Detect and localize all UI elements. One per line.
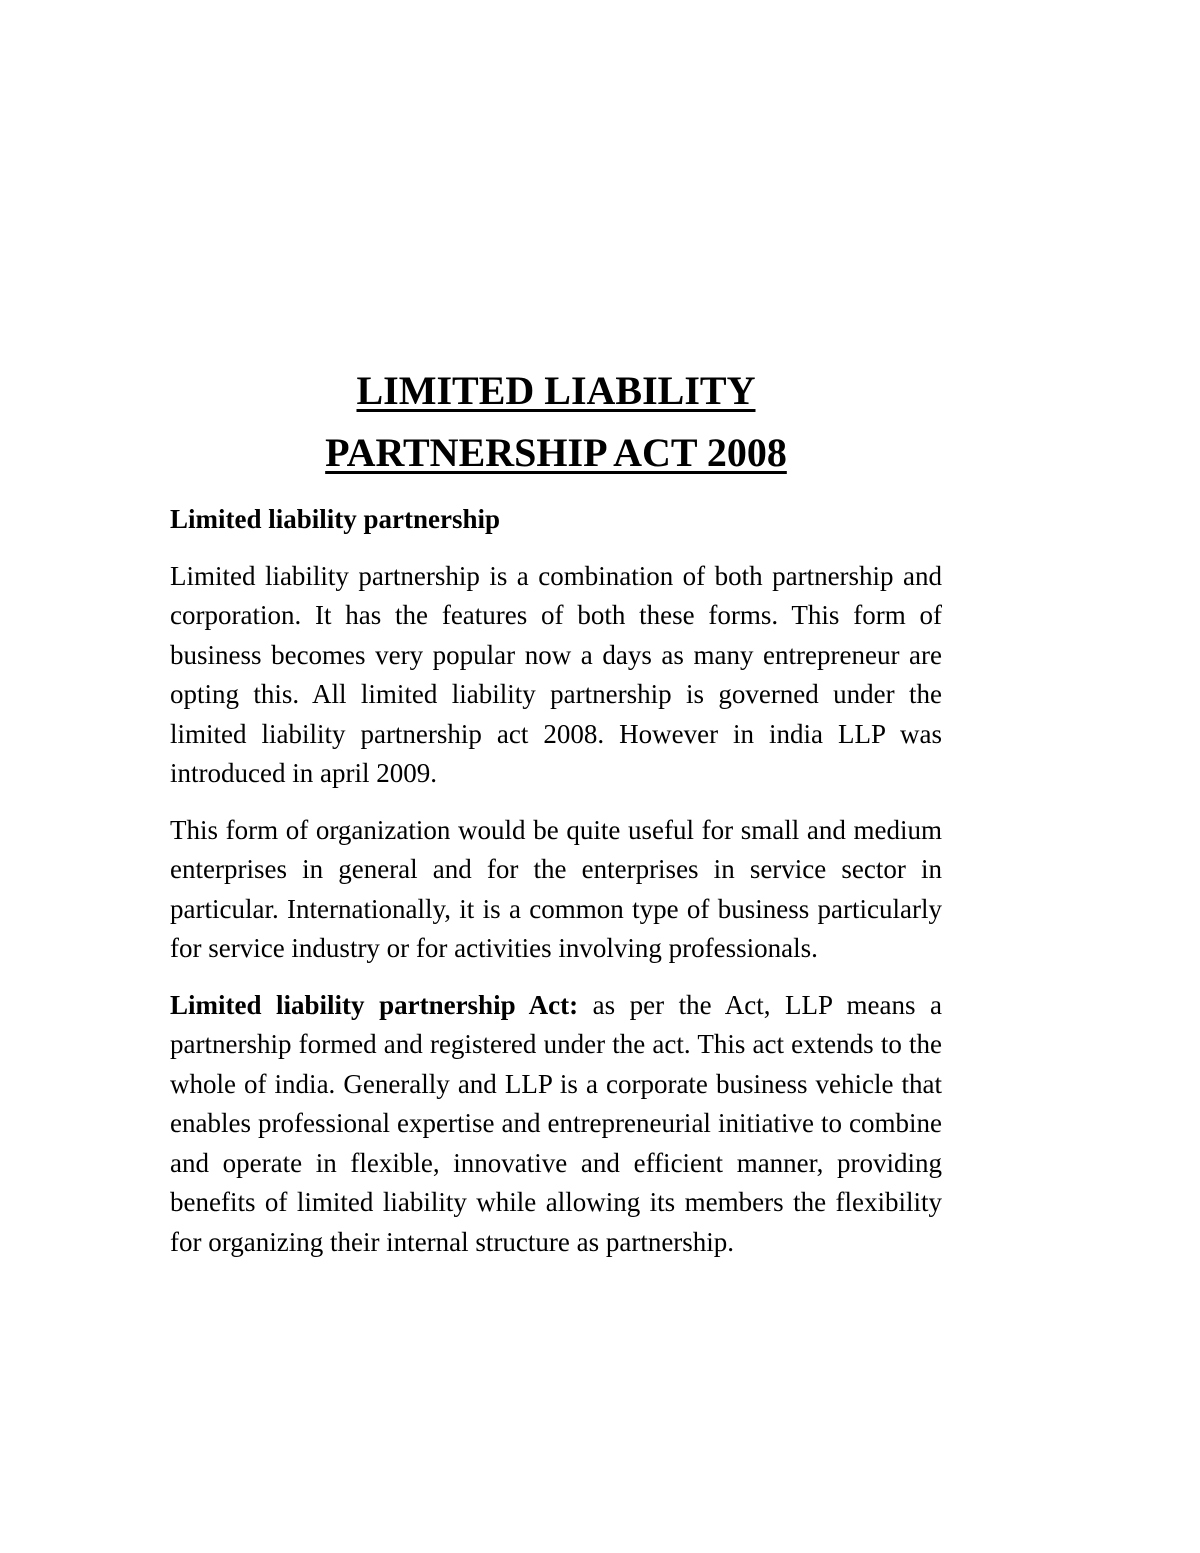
paragraph-3 xyxy=(170,986,942,1263)
paragraph-1: Limited liability partnership is a combination of both partnership and corporation. It has the features of both these forms. This form of business becomes very popular now a days as many entrepreneur are opting this. All limited liability partnership is governed under the limited liability partnership act 2008. However in india LLP was introduced in april 2009. xyxy=(170,560,942,788)
title-line-1: LIMITED LIABILITY xyxy=(356,368,756,413)
paragraph-3-body: as per the Act, LLP means a partnership formed and registered under the act. This act extends to the whole of india. Generally and LLP is a corporate business vehicle that enables professional expertise and entrepreneurial initiative to combine and operate in flexible, innovative and efficient manner, providing benefits of limited liability while allowing its members the flexibility for organizing their internal structure as partnership. xyxy=(170,989,943,1257)
section-heading: Limited liability partnership xyxy=(170,504,501,534)
paragraph-3-lead: Limited liability partnership Act: xyxy=(170,989,579,1020)
document-title xyxy=(170,360,942,484)
document-body xyxy=(170,500,942,1279)
title-line-2: PARTNERSHIP ACT 2008 xyxy=(325,430,787,475)
paragraph-2: This form of organization would be quite useful for small and medium enterprises in general and for the enterprises in service sector in particular. Internationally, it is a common type of business particularly for service industry or for activities involving professionals. xyxy=(170,814,942,963)
